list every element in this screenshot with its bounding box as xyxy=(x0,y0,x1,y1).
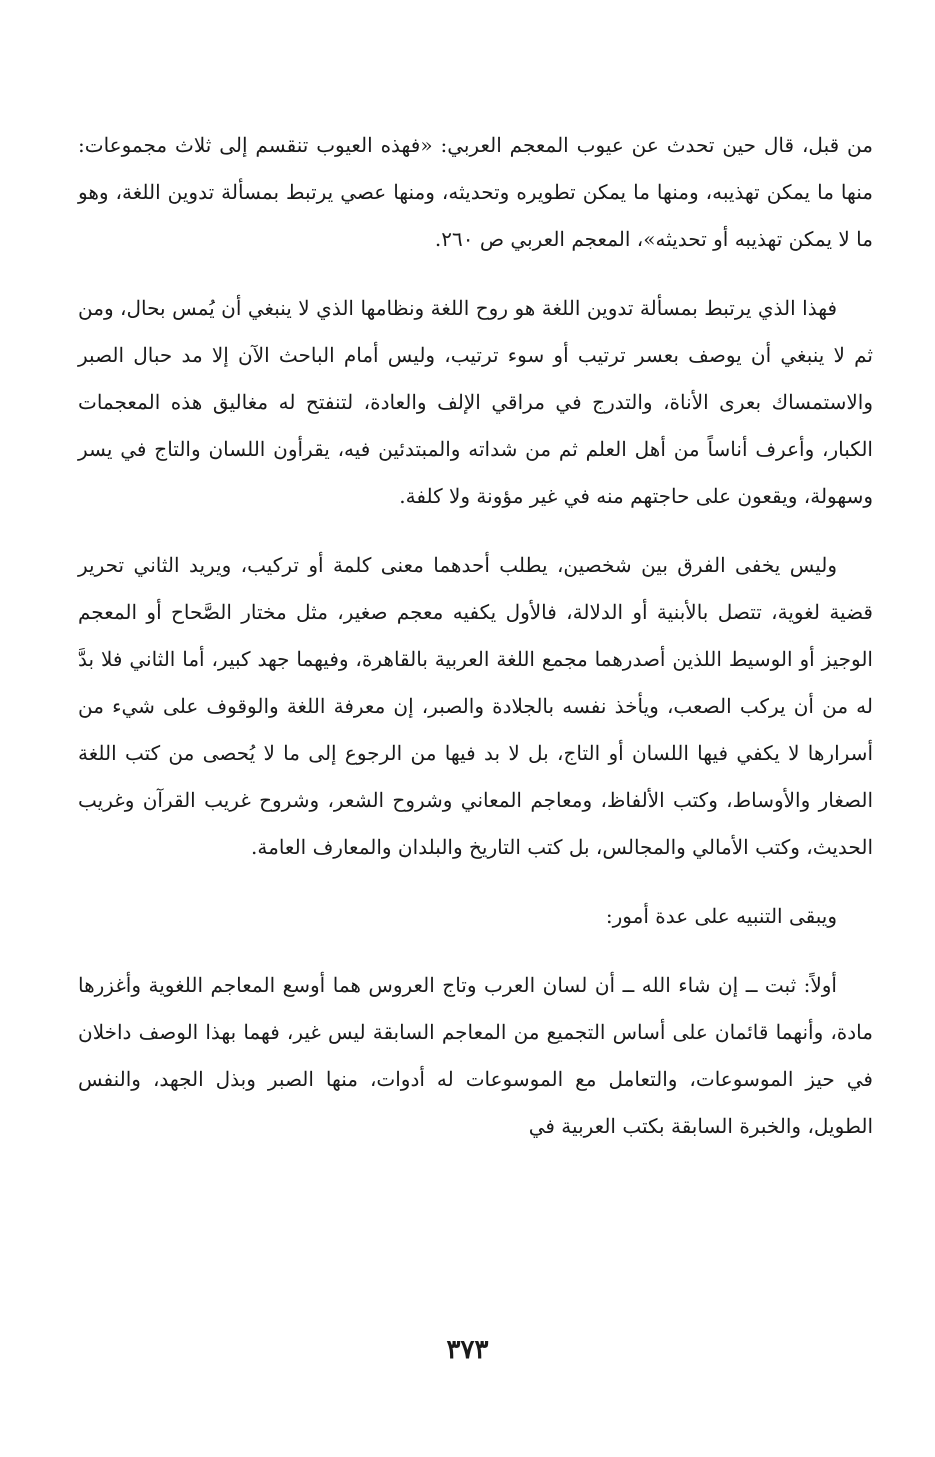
paragraph-2: فهذا الذي يرتبط بمسألة تدوين اللغة هو روح اللغة ونظامها الذي لا ينبغي أن يُمس بحال، ومن ثم لا ينبغي أن يوصف بعسر ترتيب أو سوء ترتيب، وليس أمام الباحث الآن إلا مد حبال الصبر والاستمساك بعرى الأناة، والتدرج في مراقي الإلف والعادة، لتنفتح له مغاليق هذه المعجمات الكبار، وأعرف أناساً من أهل العلم ثم من شداته والمبتدئين فيه، يقرأون اللسان والتاج في يسر وسهولة، ويقعون على حاجتهم منه في غير مؤونة ولا كلفة. xyxy=(78,296,873,508)
paragraph-5: أولاً: ثبت ــ إن شاء الله ــ أن لسان العرب وتاج العروس هما أوسع المعاجم اللغوية وأغزرها مادة، وأنهما قائمان على أساس التجميع من المعاجم السابقة ليس غير، فهما بهذا الوصف داخلان في حيز الموسوعات، والتعامل مع الموسوعات له أدوات، منها الصبر وبذل الجهد، والنفس الطويل، والخبرة السابقة بكتب العربية في xyxy=(78,973,873,1138)
paragraph-1: من قبل، قال حين تحدث عن عيوب المعجم العربي: «فهذه العيوب تنقسم إلى ثلاث مجموعات: منها ما يمكن تهذيبه، ومنها ما يمكن تطويره وتحديثه، ومنها عصي يرتبط بمسألة تدوين اللغة، وهو ما لا يمكن تهذيبه أو تحديثه»، المعجم العربي ص ٢٦٠. xyxy=(78,133,873,251)
page-number: ٣٧٣ xyxy=(446,1335,489,1365)
paragraph-4: ويبقى التنبيه على عدة أمور: xyxy=(605,904,837,928)
page-body xyxy=(78,122,873,1172)
paragraph-3: وليس يخفى الفرق بين شخصين، يطلب أحدهما معنى كلمة أو تركيب، ويريد الثاني تحرير قضية لغوية، تتصل بالأبنية أو الدلالة، فالأول يكفيه معجم صغير، مثل مختار الصَّحاح أو المعجم الوجيز أو الوسيط اللذين أصدرهما مجمع اللغة العربية بالقاهرة، وفيهما جهد كبير، أما الثاني فلا بدَّ له من أن يركب الصعب، ويأخذ نفسه بالجلادة والصبر، إن معرفة اللغة والوقوف على شيء من أسرارها لا يكفي فيها اللسان أو التاج، بل لا بد فيها من الرجوع إلى ما لا يُحصى من كتب اللغة الصغار والأوساط، وكتب الألفاظ، ومعاجم المعاني وشروح الشعر، وشروح غريب القرآن وغريب الحديث، وكتب الأمالي والمجالس، بل كتب التاريخ والبلدان والمعارف العامة. xyxy=(78,553,873,859)
